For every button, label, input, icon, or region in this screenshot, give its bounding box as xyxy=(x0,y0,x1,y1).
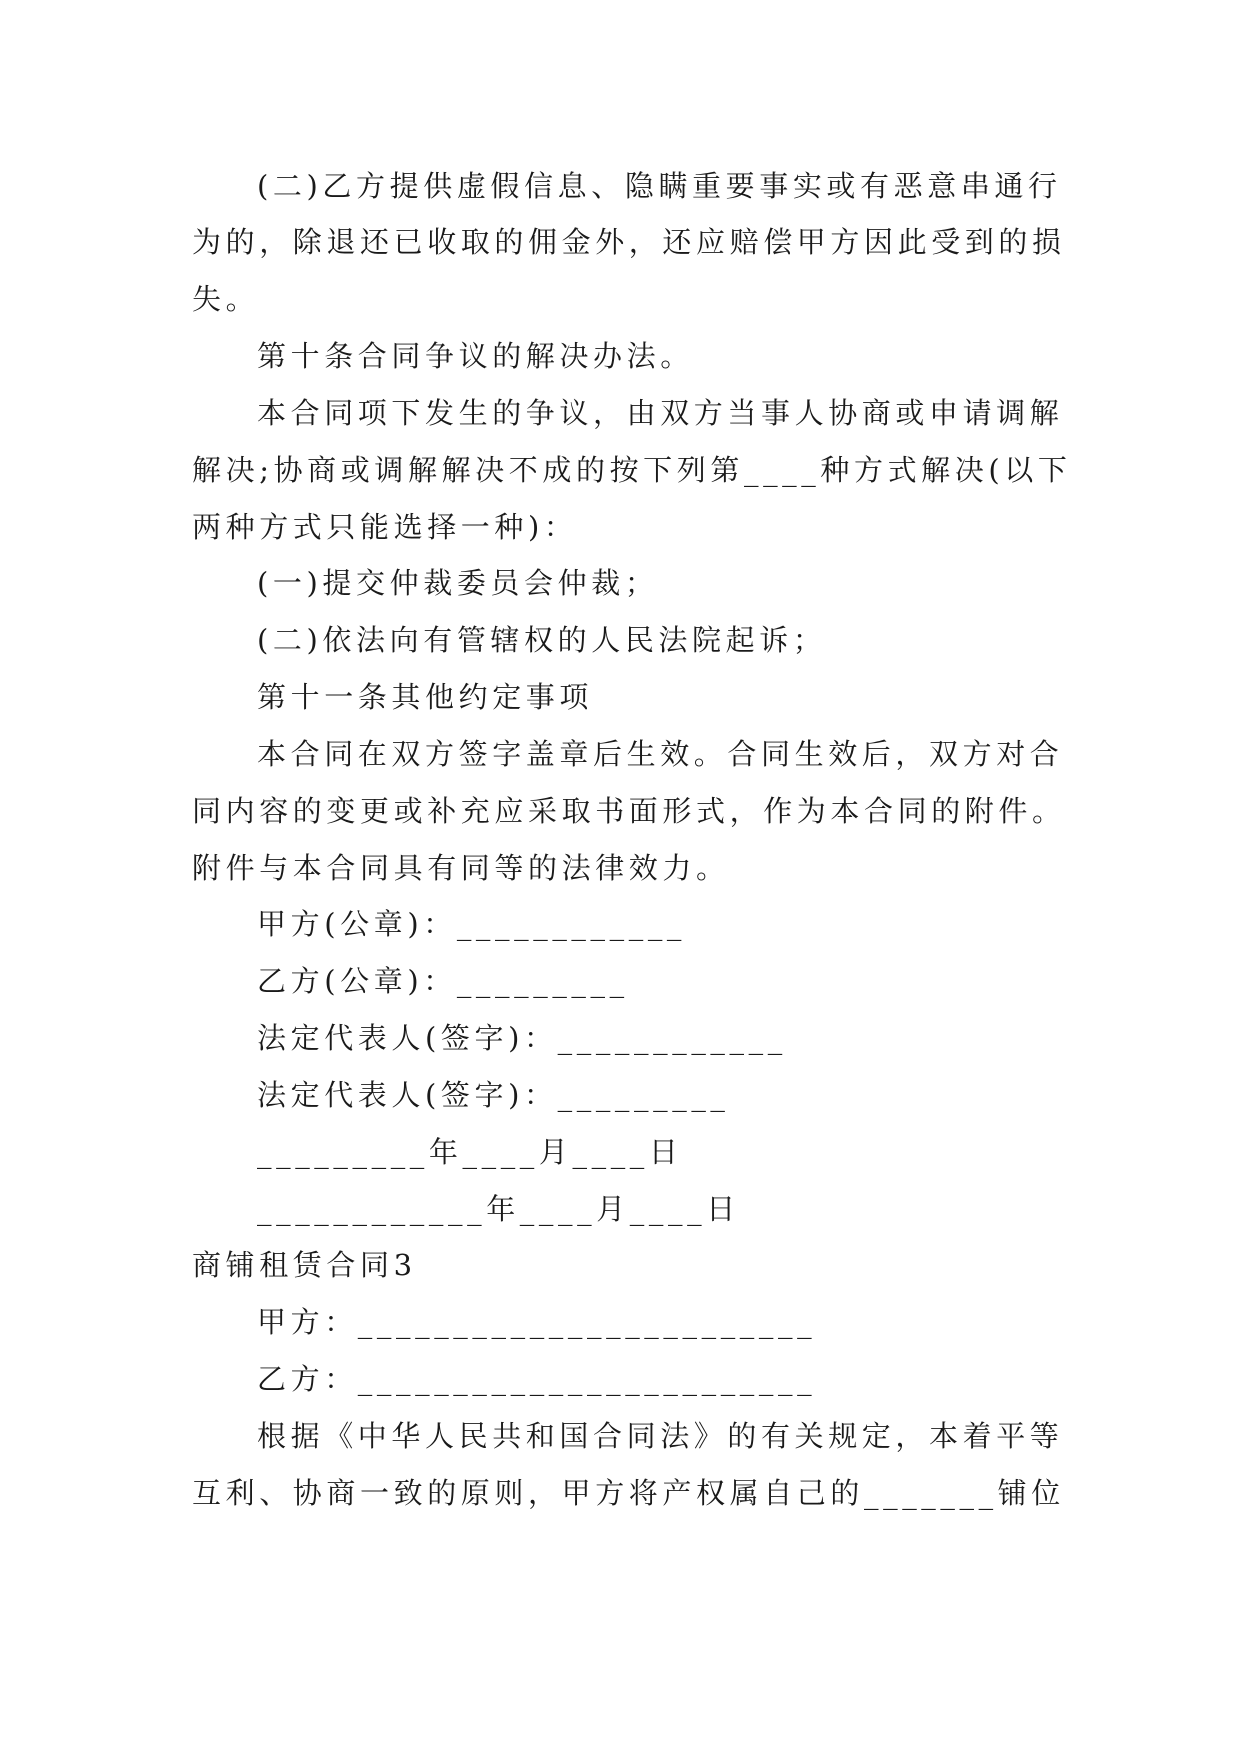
paragraph-line: 本合同项下发生的争议，由双方当事人协商或申请调解 xyxy=(257,396,1064,430)
paragraph-line: 解决;协商或调解解决不成的按下列第____种方式解决(以下 xyxy=(192,453,1072,487)
party-field: 乙方：________________________ xyxy=(257,1362,817,1396)
document-title: 商铺租赁合同3 xyxy=(192,1248,417,1282)
paragraph-line: 附件与本合同具有同等的法律效力。 xyxy=(192,851,730,885)
signature-field: 法定代表人(签字)：_________ xyxy=(257,1078,730,1112)
paragraph-line: (二)乙方提供虚假信息、隐瞒重要事实或有恶意串通行 xyxy=(257,169,1062,203)
list-item: (一)提交仲裁委员会仲裁； xyxy=(257,566,659,600)
paragraph-line: 本合同在双方签字盖章后生效。合同生效后，双方对合 xyxy=(257,737,1064,771)
section-heading: 第十一条其他约定事项 xyxy=(257,680,594,714)
paragraph-line: 为的，除退还已收取的佣金外，还应赔偿甲方因此受到的损 xyxy=(192,225,1066,259)
signature-field: 法定代表人(签字)：____________ xyxy=(257,1021,787,1055)
paragraph-line: 互利、协商一致的原则，甲方将产权属自己的_______铺位 xyxy=(192,1476,1065,1510)
paragraph-line: 失。 xyxy=(192,282,260,316)
section-heading: 第十条合同争议的解决办法。 xyxy=(257,339,694,373)
paragraph-line: 根据《中华人民共和国合同法》的有关规定，本着平等 xyxy=(257,1419,1064,1453)
paragraph-line: 两种方式只能选择一种)： xyxy=(192,510,578,544)
party-field: 甲方：________________________ xyxy=(257,1305,817,1339)
list-item: (二)依法向有管辖权的人民法院起诉； xyxy=(257,623,827,657)
paragraph-line: 同内容的变更或补充应采取书面形式，作为本合同的附件。 xyxy=(192,794,1066,828)
date-field: _________年____月____日 xyxy=(257,1135,683,1169)
date-field: ____________年____月____日 xyxy=(257,1192,740,1226)
signature-field: 甲方(公章)：____________ xyxy=(257,907,687,941)
signature-field: 乙方(公章)：_________ xyxy=(257,964,629,998)
